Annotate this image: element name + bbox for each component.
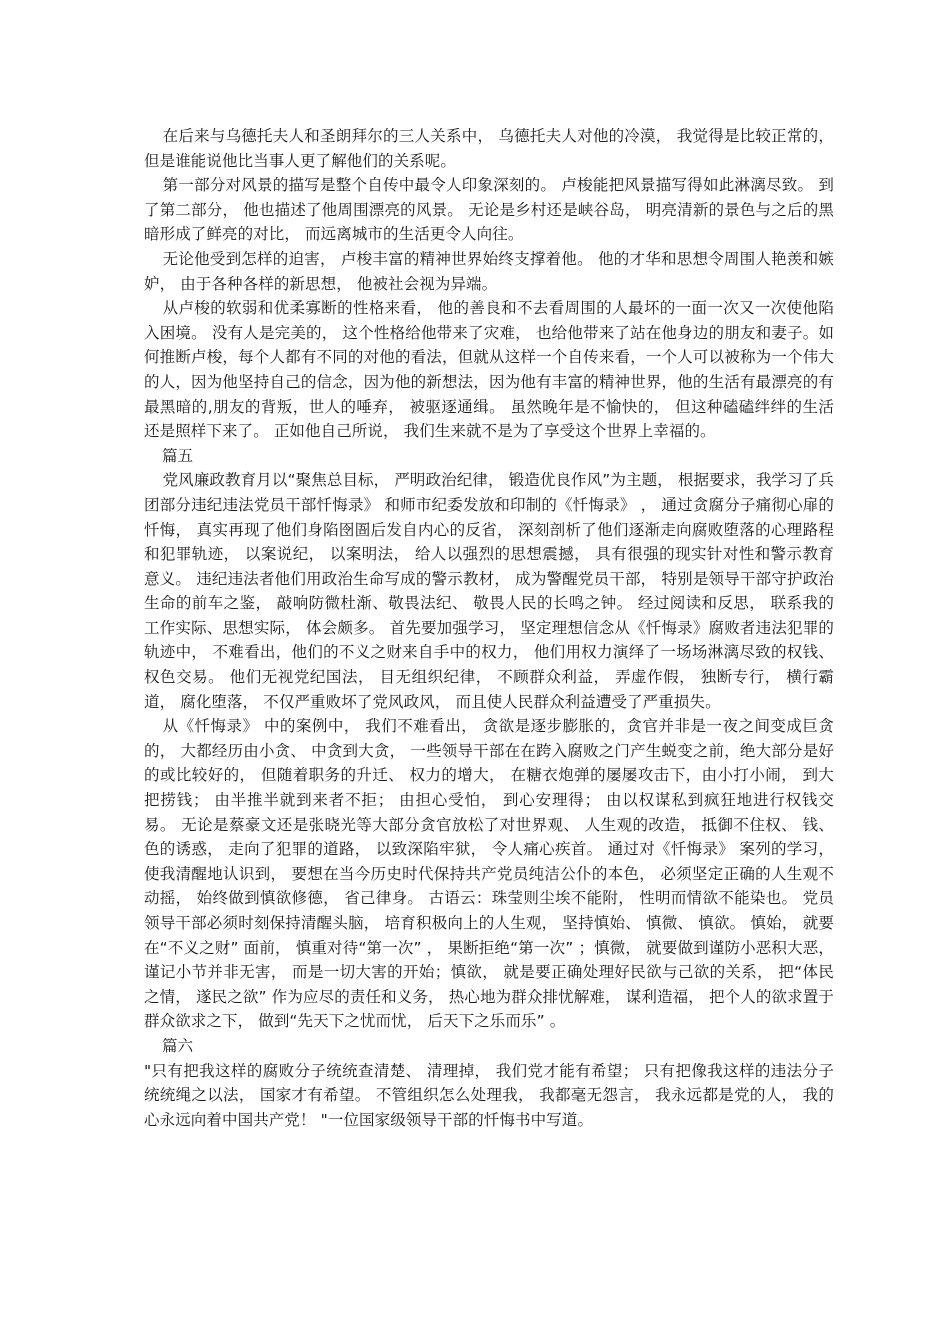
paragraph-1: 在后来与乌德托夫人和圣朗拜尔的三人关系中， 乌德托夫人对他的冷漠， 我觉得是比较正常的， 但是谁能说他比当事人更了解他们的关系呢。 — [144, 127, 834, 170]
section-heading-5: 篇五 — [162, 446, 194, 465]
paragraph-2: 第一部分对风景的描写是整个自传中最令人印象深刻的。 卢梭能把风景描写得如此淋漓尽致。 到了第二部分， 他也描述了他周围漂亮的风景。 无论是乡村还是峡谷岛， 明亮清新的景色与之后的黑暗形成了鲜亮的对比， 而远离城市的生活更令人向往。 — [144, 176, 834, 244]
section-heading-6: 篇六 — [162, 1036, 194, 1055]
section5-paragraph-1: 党风廉政教育月以“聚焦总目标， 严明政治纪律， 锻造优良作风”为主题， 根据要求，我学习了兵团部分违纪违法党员干部忏悔录》 和师市纪委发放和印制的《忏悔录》 ， 通过贪腐分子痛彻心扉的忏悔， 真实再现了他们身陷囹圄后发自内心的反省， 深刻剖析了他们逐渐走向腐败堕落的心理路程和犯罪轨迹， 以案说纪， 以案明法， 给人以强烈的思想震撼， 具有很强的现实针对性和警示教育意义。 违纪违法者他们用政治生命写成的警示教材， 成为警醒党员干部， 特别是领导干部守护政治生命的前车之鉴， 敲响防微杜渐、敬畏法纪、 敬畏人民的长鸣之钟。 经过阅读和反思， 联系我的工作实际、思想实际， 体会颇多。 首先要加强学习， 坚定理想信念从《忏悔录》腐败者违法犯罪的轨迹中， 不难看出，他们的不义之财来自手中的权力， 他们用权力演绎了一场场淋漓尽致的权钱、 权色交易。 他们无视党纪国法， 目无组织纪律， 不顾群众利益， 弄虚作假， 独断专行， 横行霸道， 腐化堕落， 不仅严重败坏了党风政风， 而且使人民群众利益遭受了严重损失。 — [144, 471, 834, 711]
paragraph-3: 无论他受到怎样的迫害， 卢梭丰富的精神世界始终支撑着他。 他的才华和思想令周围人艳羡和嫉妒， 由于各种各样的新思想， 他被社会视为异端。 — [144, 249, 834, 293]
document-page — [144, 124, 834, 1132]
section6-paragraph-1: "只有把我这样的腐败分子统统查清楚、 清理掉， 我们党才能有希望； 只有把像我这样的违法分子统统绳之以法， 国家才有希望。 不管组织怎么处理我， 我都毫无怨言， 我永远都是党的人， 我的心永远向着中国共产党！ "一位国家级领导干部的忏悔书中写道。 — [144, 1061, 834, 1129]
section5-paragraph-2: 从《忏悔录》 中的案例中， 我们不难看出， 贪欲是逐步膨胀的，贪官并非是一夜之间变成巨贪的， 大都经历由小贪、 中贪到大贪， 一些领导干部在在跨入腐败之门产生蜕变之前，绝大部分是好的或比较好的， 但随着职务的升迁、 权力的增大， 在糖衣炮弹的屡屡攻击下，由小打小闹， 到大把捞钱； 由半推半就到来者不拒； 由担心受怕， 到心安理得； 由以权谋私到疯狂地进行权钱交易。 无论是蔡豪文还是张晓光等大部分贪官放松了对世界观、 人生观的改造， 抵御不住权、 钱、色的诱惑， 走向了犯罪的道路， 以致深陷牢狱， 令人痛心疾首。 通过对《忏悔录》 案列的学习， 使我清醒地认识到， 要想在当今历史时代保持共产党员纯洁公仆的本色， 必须坚定正确的人生观不动摇， 始终做到慎欲修德， 省己律身。 古语云：珠莹则尘埃不能附， 性明而情欲不能染也。 党员领导干部必须时刻保持清醒头脑， 培育积极向上的人生观， 坚持慎始、 慎微、 慎欲。 慎始， 就要在“不义之财” 面前， 慎重对待“第一次” ， 果断拒绝“第一次” ；慎微， 就要做到谨防小恶积大恶，谨记小节并非无害， 而是一切大害的开始；慎欲， 就是要正确处理好民欲与己欲的关系， 把“体民之情， 遂民之欲” 作为应尽的责任和义务， 热心地为群众排忧解难， 谋利造福， 把个人的欲求置于群众欲求之下， 做到“先天下之忧而忧， 后天下之乐而乐” 。 — [144, 717, 834, 1031]
paragraph-4: 从卢梭的软弱和优柔寡断的性格来看， 他的善良和不去看周围的人最坏的一面一次又一次使他陷入困境。 没有人是完美的， 这个性格给他带来了灾难， 也给他带来了站在他身边的朋友和妻子。如何推断卢梭，每个人都有不同的对他的看法，但就从这样一个自传来看，一个人可以被称为一个伟大的人，因为他坚持自己的信念，因为他的新想法，因为他有丰富的精神世界，他的生活有最漂亮的有最黑暗的,朋友的背叛，世人的唾弃， 被驱逐通缉。 虽然晚年是不愉快的， 但这种磕磕绊绊的生活还是照样下来了。 正如他自己所说， 我们生来就不是为了享受这个世界上幸福的。 — [144, 299, 834, 441]
